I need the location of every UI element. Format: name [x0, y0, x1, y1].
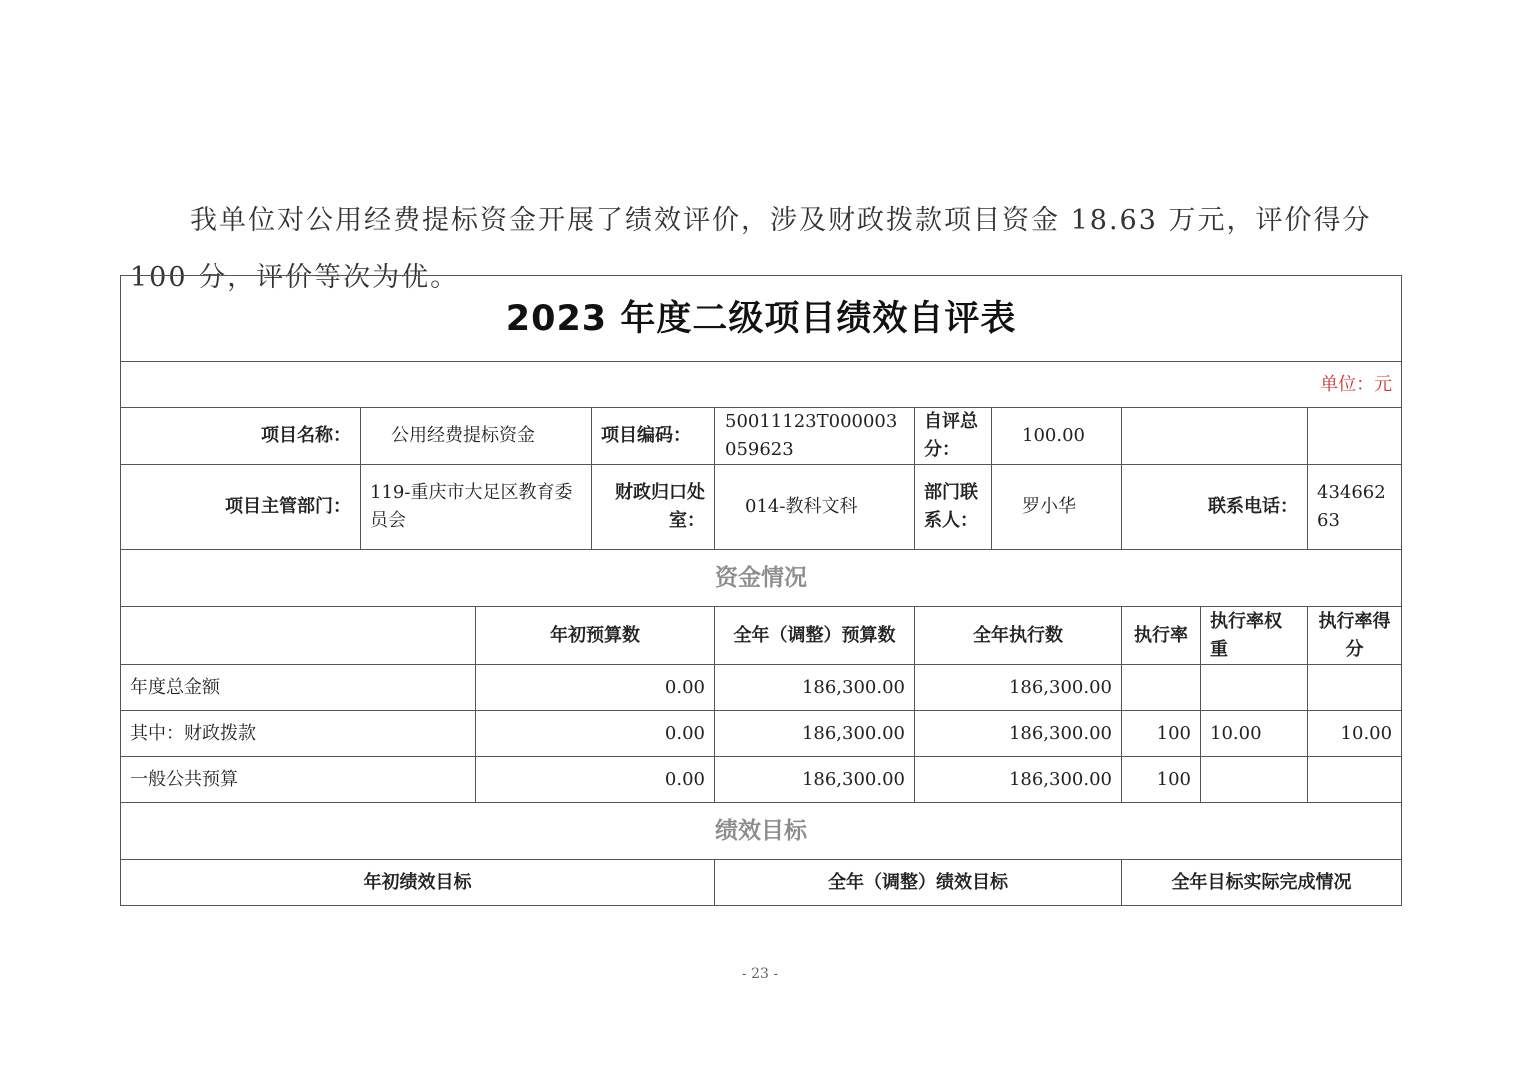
row-initial: 0.00 — [476, 711, 715, 757]
contact-label: 部门联系人： — [915, 465, 992, 550]
project-name-value: 公用经费提标资金 — [361, 408, 592, 465]
table-row — [121, 711, 1402, 757]
row-weight: 10.00 — [1201, 711, 1308, 757]
row-executed: 186,300.00 — [915, 665, 1122, 711]
project-code-label: 项目编码： — [592, 408, 715, 465]
finance-office-value: 014-教科文科 — [715, 465, 915, 550]
header-initial-budget: 年初预算数 — [476, 607, 715, 665]
intro-text: 我单位对公用经费提标资金开展了绩效评价，涉及财政拨款项目资金 18.63 万元，评价得分 100 分，评价等次为优。 — [130, 205, 1372, 293]
row-name: 一般公共预算 — [121, 757, 476, 803]
contact-value: 罗小华 — [992, 465, 1122, 550]
dept-label: 项目主管部门： — [121, 465, 361, 550]
header-executed: 全年执行数 — [915, 607, 1122, 665]
score-value: 100.00 — [992, 408, 1122, 465]
row-rate: 100 — [1122, 711, 1201, 757]
row-score: 10.00 — [1308, 711, 1402, 757]
finance-office-label: 财政归口处室： — [592, 465, 715, 550]
empty-header-cell — [121, 607, 476, 665]
header-initial-goal: 年初绩效目标 — [121, 860, 715, 906]
header-actual-completion: 全年目标实际完成情况 — [1122, 860, 1402, 906]
header-adjusted-goal: 全年（调整）绩效目标 — [715, 860, 1122, 906]
score-label: 自评总分： — [915, 408, 992, 465]
phone-value: 43466263 — [1308, 465, 1402, 550]
header-exec-score: 执行率得分 — [1308, 607, 1402, 665]
row-adjusted: 186,300.00 — [715, 711, 915, 757]
row-name: 年度总金额 — [121, 665, 476, 711]
row-executed: 186,300.00 — [915, 757, 1122, 803]
row-executed: 186,300.00 — [915, 711, 1122, 757]
header-exec-rate: 执行率 — [1122, 607, 1201, 665]
header-adjusted-budget: 全年（调整）预算数 — [715, 607, 915, 665]
row-rate — [1122, 665, 1201, 711]
funds-section-title: 资金情况 — [121, 550, 1402, 607]
row-score — [1308, 665, 1402, 711]
row-name: 其中：财政拨款 — [121, 711, 476, 757]
project-code-value: 50011123T000003059623 — [715, 408, 915, 465]
row-adjusted: 186,300.00 — [715, 665, 915, 711]
page-number: - 23 - — [741, 966, 779, 982]
table-title: 2023 年度二级项目绩效自评表 — [121, 276, 1402, 362]
row-adjusted: 186,300.00 — [715, 757, 915, 803]
header-exec-weight: 执行率权重 — [1201, 607, 1308, 665]
performance-table — [120, 275, 1402, 906]
unit-label: 单位：元 — [121, 362, 1402, 408]
project-name-label: 项目名称： — [121, 408, 361, 465]
phone-label: 联系电话： — [1122, 465, 1308, 550]
row-score — [1308, 757, 1402, 803]
empty-cell — [1122, 408, 1308, 465]
table-row — [121, 665, 1402, 711]
dept-value: 119-重庆市大足区教育委员会 — [361, 465, 592, 550]
row-weight — [1201, 757, 1308, 803]
row-initial: 0.00 — [476, 665, 715, 711]
row-rate: 100 — [1122, 757, 1201, 803]
row-weight — [1201, 665, 1308, 711]
empty-cell — [1308, 408, 1402, 465]
table-row — [121, 757, 1402, 803]
row-initial: 0.00 — [476, 757, 715, 803]
goals-section-title: 绩效目标 — [121, 803, 1402, 860]
